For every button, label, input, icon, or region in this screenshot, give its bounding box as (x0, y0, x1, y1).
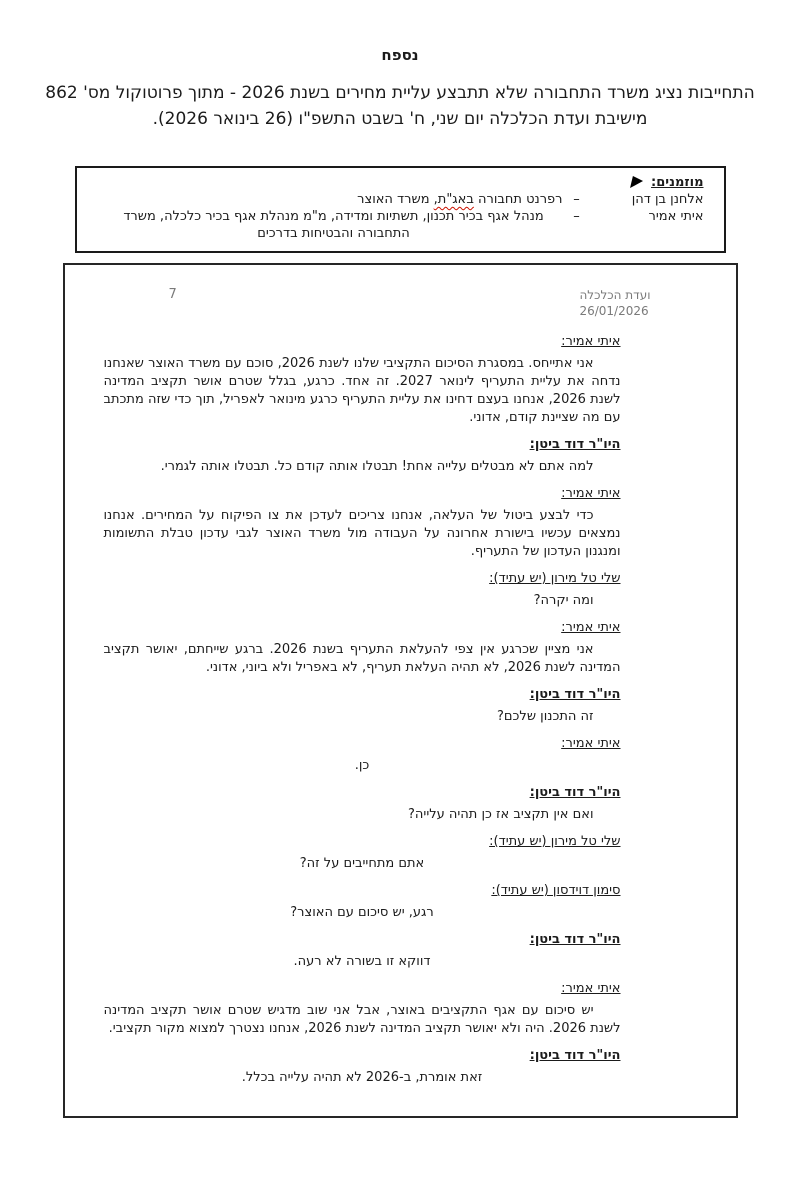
dialogue-paragraph: יש סיכום עם אגף התקציבים באוצר, אבל אני שוב מדגיש שטרם אושר תקציב המדינה לשנת 2026. היה ולא יאושר תקציב המדינה לשנת 2026, אנחנו נצטרך למצוא מקור תקציבי. (103, 1003, 621, 1036)
speaker-label (104, 882, 621, 900)
speaker-name: היו"ר דוד ביטן: (529, 687, 621, 702)
page-number: 7 (168, 287, 177, 302)
speaker-label (104, 570, 621, 588)
speaker-name: איתי אמיר: (561, 486, 621, 501)
protocol-header (134, 287, 651, 319)
invitee-role (101, 191, 563, 208)
document-page (0, 46, 800, 1177)
protocol-box (63, 263, 738, 1118)
speaker-label (104, 619, 621, 637)
dialogue-paragraph: למה אתם לא מבטלים עלייה אחת! תבטלו אותה קודם כל. תבטלו אותה לגמרי. (160, 459, 594, 474)
speaker-name: היו"ר דוד ביטן: (529, 437, 621, 452)
speaker-name: היו"ר דוד ביטן: (529, 932, 621, 947)
spellcheck-underline: באג"ת, (433, 192, 474, 207)
speaker-name: איתי אמיר: (561, 620, 621, 635)
speaker-label (104, 485, 621, 503)
speaker-label (104, 333, 621, 351)
dialogue-paragraph: ומה יקרה? (533, 593, 594, 608)
dialogue-paragraph: זה התכנון שלכם? (497, 709, 594, 724)
speaker-name: איתי אמיר: (561, 981, 621, 996)
dialogue-paragraph: ואם אין תקציב אז כן תהיה עלייה? (408, 807, 594, 822)
dialogue (104, 333, 621, 1087)
invitees-heading-row (101, 174, 704, 191)
speaker-label (104, 686, 621, 704)
speaker-name: איתי אמיר: (561, 736, 621, 751)
invitee-name: אלחנן בן דהן (631, 192, 704, 207)
invitees-heading: מוזמנים: (651, 175, 704, 190)
committee-block (579, 287, 650, 319)
dialogue-paragraph: דווקא זו בשורה לא רעה. (293, 954, 431, 969)
dialogue-paragraph: רגע, יש סיכום עם האוצר? (290, 905, 434, 920)
invitee-role (101, 208, 563, 242)
speaker-label (104, 1047, 621, 1065)
speaker-label (104, 436, 621, 454)
dialogue-paragraph: זאת אומרת, ב-2026 לא תהיה עלייה בכלל. (241, 1070, 483, 1085)
invitee-dash: – (573, 209, 580, 224)
speaker-name: היו"ר דוד ביטן: (529, 785, 621, 800)
speaker-name: סימון דוידסון (יש עתיד): (491, 883, 621, 898)
speaker-name: איתי אמיר: (561, 334, 621, 349)
dialogue-paragraph: אני אתייחס. במסגרת הסיכום התקציבי שלנו לשנת 2026, סוכם עם משרד האוצר שאנחנו נדחה את עליית התעריף לינואר 2027. זה אחד. כרגע, בגלל שטרם אושר תקציב המדינה לשנת 2026, אנחנו בעצם דחינו את עליית התעריף כרגע מינואר לאפריל, תוך כדי שזה מתכתב עם מה שציינת קודם, אדוני. (103, 356, 621, 425)
invitee-role-text: מנהל אגף בכיר תכנון, תשתיות ומדידה, מ"מ מנהלת אגף בכיר כלכלה, משרד התחבורה והבטיחות בדרכים (123, 209, 544, 241)
dialogue-paragraph: אתם מתחייבים על זה? (299, 856, 425, 871)
dialogue-paragraph: אני מציין שכרגע אין צפי להעלאת התעריף בשנת 2026. ברגע שייחתם, יאושר תקציב המדינה לשנת 2026, לא תהיה העלאת תעריף, לא באפריל ולא ביוני, אדוני. (103, 642, 621, 675)
invitee-role-text: רפרנט תחבורה (473, 192, 563, 207)
speaker-label (104, 784, 621, 802)
invitees-list (101, 191, 704, 242)
cursor-triangle-icon (630, 176, 643, 188)
speaker-label (104, 833, 621, 851)
committee-name: ועדת הכלכלה (579, 288, 651, 302)
intro-paragraph: התחייבות נציג משרד התחבורה שלא תתבצע עליית מחירים בשנת 2026 - מתוך פרוטוקול מס' 862 מישיבת ועדת הכלכלה יום שני, ח' בשבט התשפ"ו (26 בינואר 2026). (45, 83, 755, 129)
invitee-dash: – (573, 192, 580, 207)
dialogue-paragraph: כדי לבצע ביטול של העלאה, אנחנו צריכים לעדכן את צו הפיקוח על המחירים. אנחנו נמצאים עכשיו בישורת אחרונה על העבודה מול משרד האוצר לגבי עדכון טבלת התשומות ומנגנון העדכון של התעריף. (103, 508, 621, 559)
invitee-role-text: משרד האוצר (357, 192, 434, 207)
session-date: 26/01/2026 (579, 304, 649, 318)
speaker-label (104, 980, 621, 998)
page-title: נספח (381, 46, 419, 64)
speaker-name: שלי טל מירון (יש עתיד): (489, 571, 621, 586)
invitees-box (75, 166, 726, 253)
invitee-name: איתי אמיר (648, 209, 704, 224)
speaker-name: שלי טל מירון (יש עתיד): (489, 834, 621, 849)
speaker-label (104, 735, 621, 753)
speaker-name: היו"ר דוד ביטן: (529, 1048, 621, 1063)
speaker-label (104, 931, 621, 949)
dialogue-paragraph: כן. (354, 758, 370, 773)
